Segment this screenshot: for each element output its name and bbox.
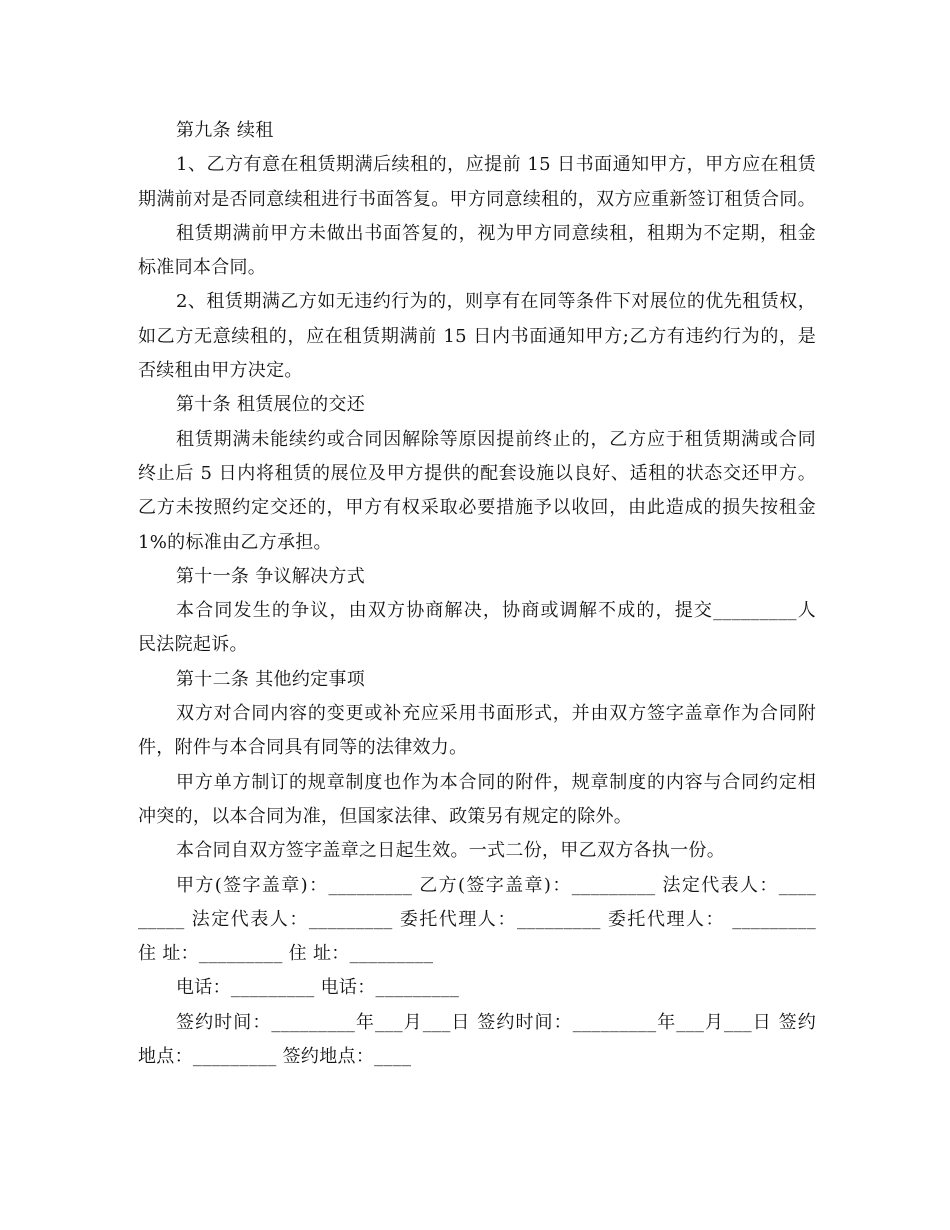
article-12-heading: 第十二条 其他约定事项 — [176, 668, 366, 690]
paragraph-line: 如乙方无意续租的，应在租赁期满前 15 日内书面通知甲方;乙方有违约行为的，是 — [138, 325, 816, 347]
phone-line: 电话：_________ 电话：_________ — [176, 977, 460, 999]
paragraph-line: 本合同自双方签字盖章之日起生效。一式二份，甲乙双方各执一份。 — [176, 840, 725, 862]
article-11-heading: 第十一条 争议解决方式 — [176, 565, 366, 587]
paragraph-line: 终止后 5 日内将租赁的展位及甲方提供的配套设施以良好、适租的状态交还甲方。 — [138, 462, 816, 484]
signature-line: _____ 法定代表人：_________ 委托代理人：_________ 委托代理人： _________ — [138, 908, 816, 930]
paragraph-line: 冲突的，以本合同为准，但国家法律、政策另有规定的除外。 — [138, 805, 633, 827]
paragraph-line: 标准同本合同。 — [138, 257, 267, 279]
paragraph-line: 件，附件与本合同具有同等的法律效力。 — [138, 737, 468, 759]
paragraph-line: 甲方单方制订的规章制度也作为本合同的附件，规章制度的内容与合同约定相 — [176, 771, 816, 793]
paragraph-line: 期满前对是否同意续租进行书面答复。甲方同意续租的，双方应重新签订租赁合同。 — [138, 188, 816, 210]
signature-line: 甲方(签字盖章)：_________ 乙方(签字盖章)：_________ 法定代表人：____ — [176, 874, 816, 896]
paragraph-line: 租赁期满未能续约或合同因解除等原因提前终止的，乙方应于租赁期满或合同 — [176, 428, 816, 450]
paragraph-line: 租赁期满前甲方未做出书面答复的，视为甲方同意续租，租期为不定期，租金 — [176, 222, 816, 244]
address-line: 住 址：_________ 住 址：_________ — [138, 943, 434, 965]
signing-place-line: 地点：_________ 签约地点：____ — [138, 1046, 412, 1068]
contract-body — [138, 114, 816, 1074]
paragraph-line: 双方对合同内容的变更或补充应采用书面形式，并由双方签字盖章作为合同附 — [176, 703, 816, 725]
paragraph-line: 否续租由甲方决定。 — [138, 360, 303, 382]
signing-date-line: 签约时间：_________年___月___日 签约时间：_________年___月___日 签约 — [176, 1011, 816, 1033]
article-9-heading: 第九条 续租 — [176, 120, 274, 141]
paragraph-line: 乙方未按照约定交还的，甲方有权采取必要措施予以收回，由此造成的损失按租金 — [138, 497, 816, 519]
paragraph-line: 2、租赁期满乙方如无违约行为的，则享有在同等条件下对展位的优先租赁权， — [176, 291, 816, 313]
article-10-heading: 第十条 租赁展位的交还 — [176, 394, 366, 416]
paragraph-line: 1%的标准由乙方承担。 — [138, 531, 332, 553]
paragraph-line: 民法院起诉。 — [138, 634, 248, 656]
paragraph-line: 1、乙方有意在租赁期满后续租的，应提前 15 日书面通知甲方，甲方应在租赁 — [176, 154, 816, 176]
paragraph-line: 本合同发生的争议，由双方协商解决，协商或调解不成的，提交_________人 — [176, 600, 816, 622]
